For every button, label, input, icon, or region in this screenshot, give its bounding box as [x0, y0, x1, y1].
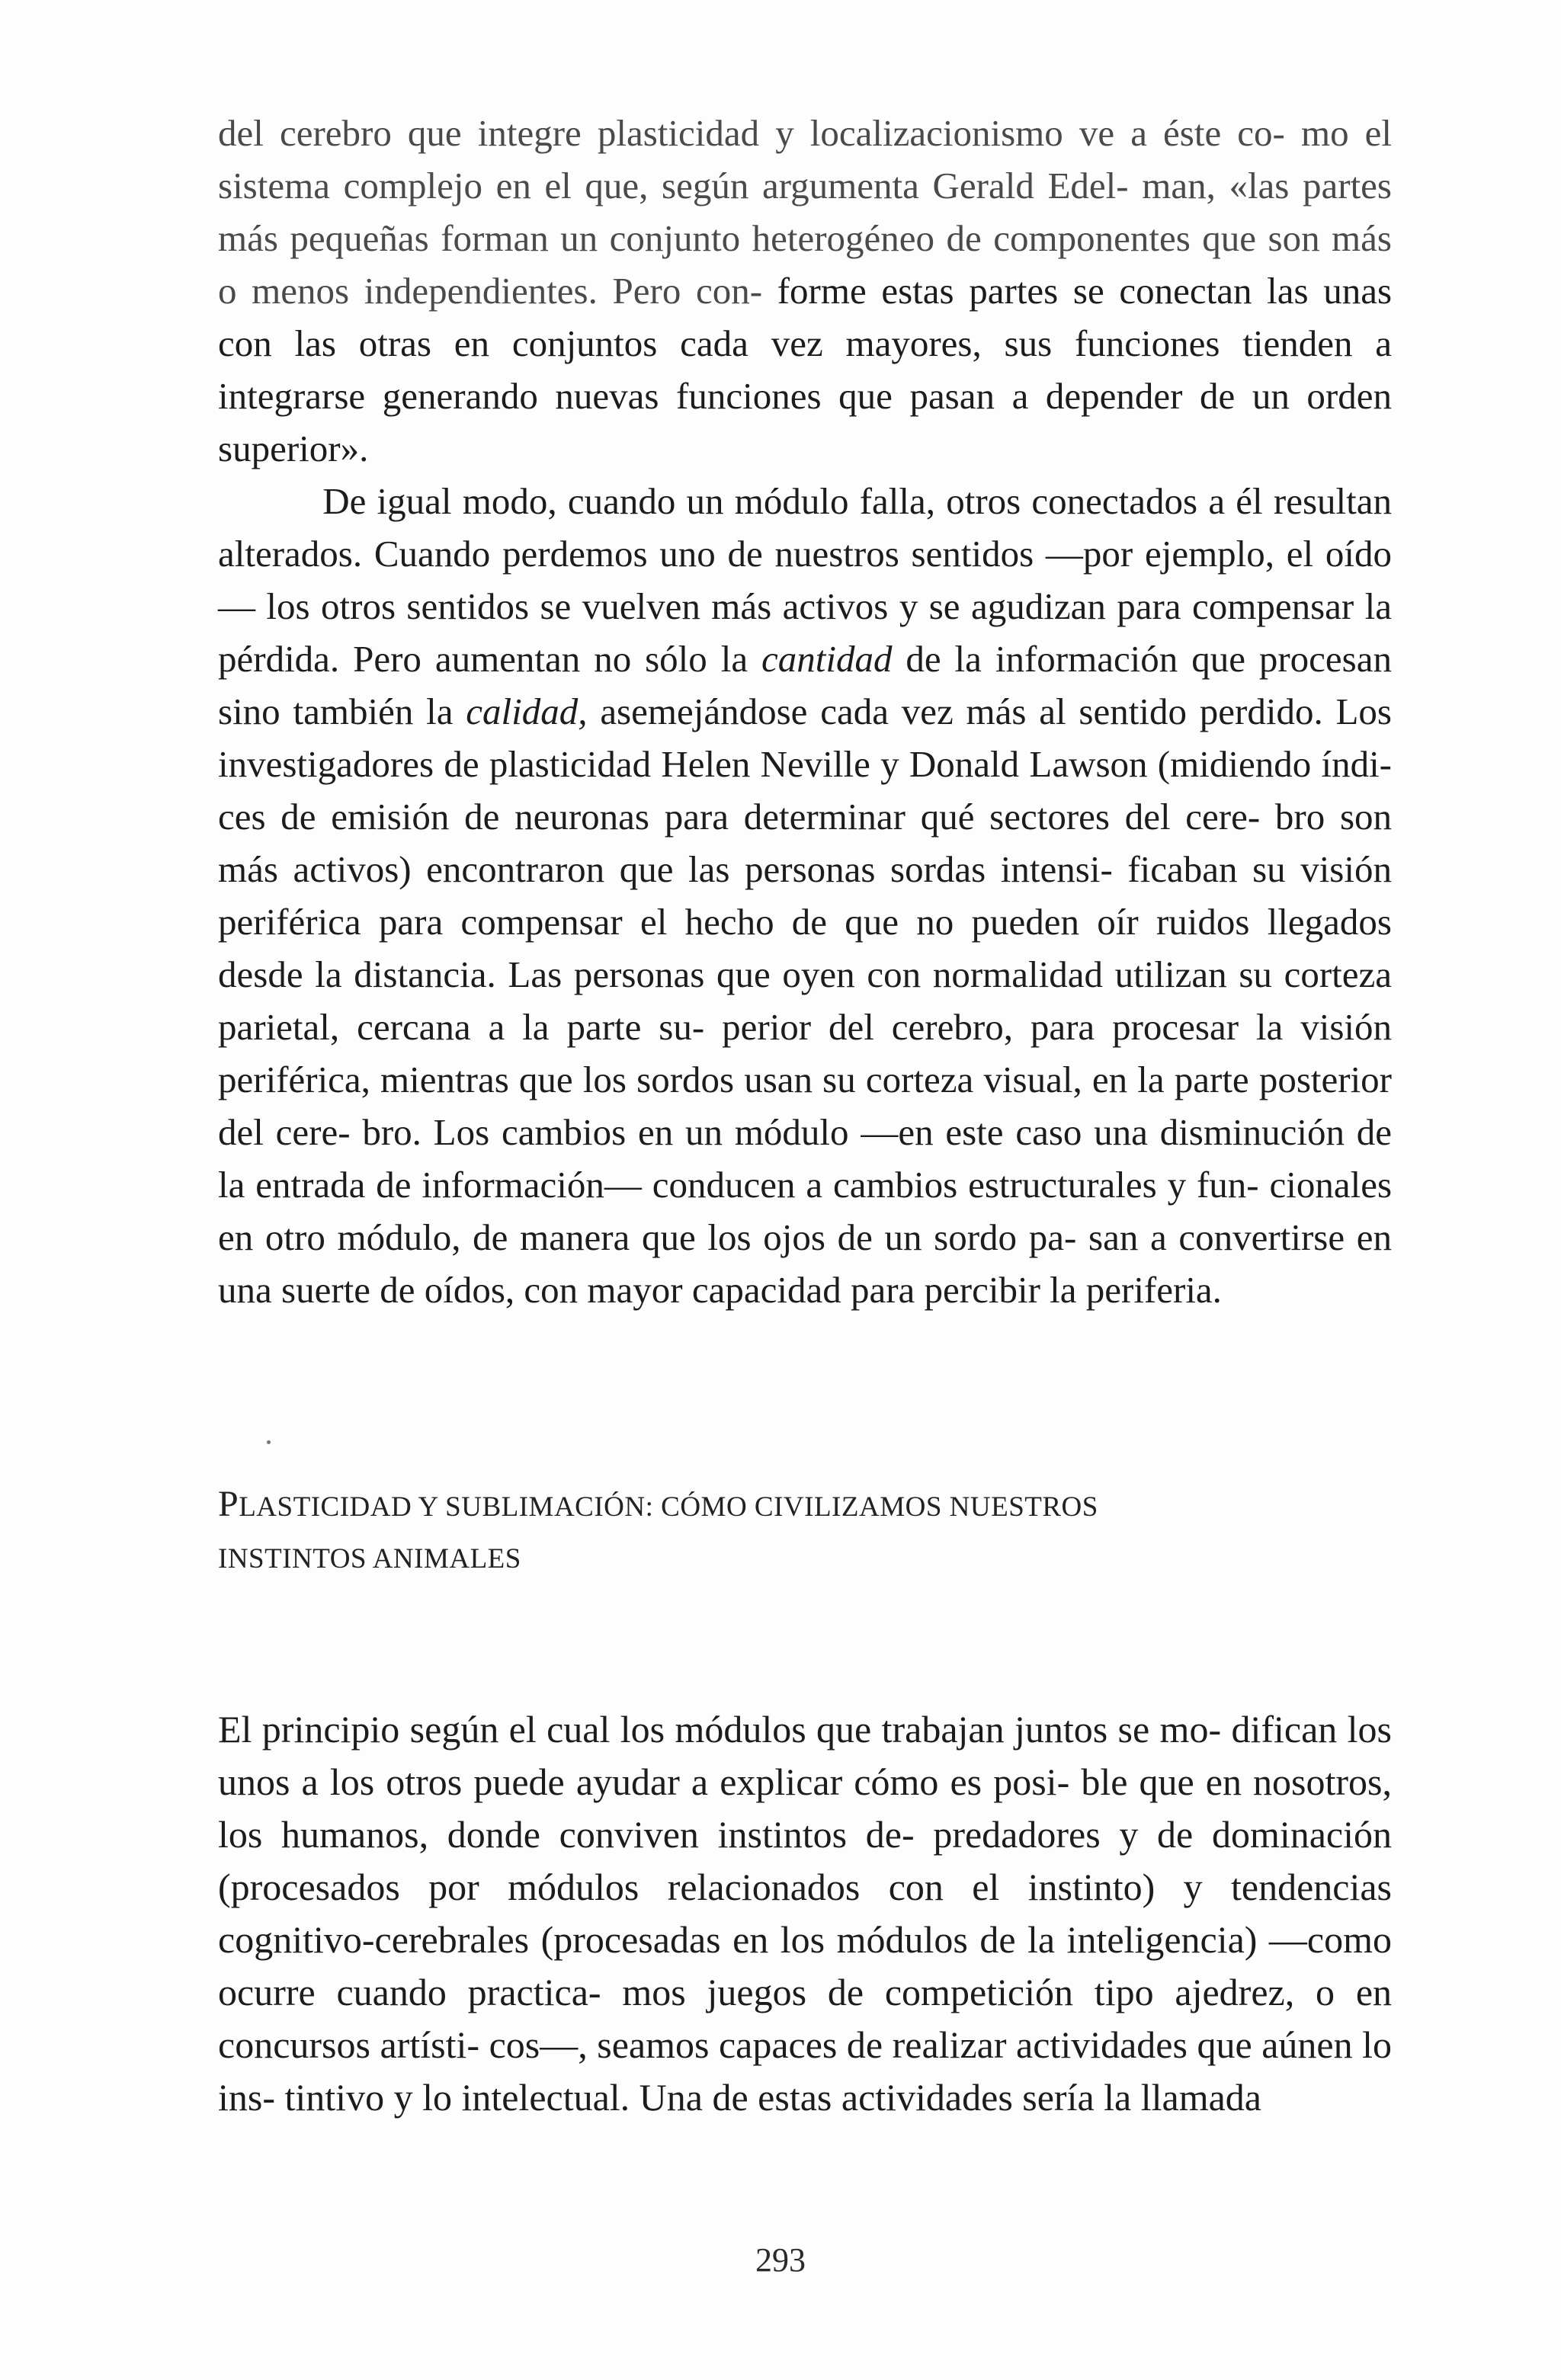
text-line: perior del cerebro, para procesar la visión periférica, mientras que	[218, 1006, 1393, 1100]
page-number: 293	[755, 2241, 806, 2279]
stray-mark	[267, 1440, 271, 1444]
text-line: —por ejemplo, el oído— los otros sentidos se vuelven más activos	[218, 533, 1393, 627]
heading-line-2: INSTINTOS ANIMALES	[218, 1543, 521, 1574]
heading-initial-cap: P	[218, 1484, 239, 1524]
text-line: nuevas funciones que pasan a depender de un orden superior».	[218, 375, 1392, 469]
text-line: pueden oír ruidos llegados desde la distancia. Las personas que oyen	[218, 901, 1392, 995]
text-line: mos juegos de competición tipo ajedrez, o en concursos artísti-	[218, 1971, 1393, 2066]
text-line: predadores y de dominación (procesados por módulos relacionados	[218, 1813, 1393, 1908]
paragraph-1	[218, 107, 1392, 475]
text-line: De igual modo, cuando un módulo falla, otros conectados a él	[322, 480, 1263, 522]
paragraph-2	[218, 475, 1392, 1316]
text-line: y se agudizan para compensar la pérdida. Pero aumentan no sólo	[218, 585, 1393, 680]
text-line: con el instinto) y tendencias cognitivo-cerebrales (procesadas en	[218, 1866, 1393, 1961]
text-line: con normalidad utilizan su corteza parietal, cercana a la parte su-	[218, 953, 1393, 1048]
text-line: la	[720, 638, 761, 680]
text-line: El principio según el cual los módulos que trabajan juntos se mo-	[218, 1708, 1222, 1751]
text-line: bro. Los cambios en un módulo —en este caso una disminución de	[362, 1111, 1392, 1153]
text-line: de la información que procesan sino también la	[218, 638, 1393, 732]
text-line: cos—, seamos capaces de realizar actividades que aúnen lo ins-	[218, 2023, 1393, 2119]
emphasis-calidad: calidad,	[466, 690, 588, 732]
text-line: tintivo y lo intelectual. Una de estas actividades sería la llamada	[284, 2076, 1261, 2119]
text-line: san a convertirse en una suerte de oídos, con mayor capacidad para	[218, 1216, 1393, 1311]
text-line: difican los unos a los otros puede ayudar a explicar cómo es posi-	[218, 1708, 1392, 1803]
body-text-top	[218, 107, 1392, 1316]
emphasis-cantidad: cantidad	[761, 638, 893, 680]
heading-line-1-text: LASTICIDAD Y SUBLIMACIÓN: CÓMO CIVILIZAMOS NUESTROS	[239, 1491, 1098, 1523]
text-line: ble que en nosotros, los humanos, donde conviven instintos de-	[218, 1760, 1392, 1856]
text-line: asemejándose cada vez más al sentido perdido. Los investigadores	[218, 690, 1392, 785]
text-line: man, «las partes más pequeñas forman un conjunto heterogéneo	[218, 165, 1392, 259]
section-heading	[218, 1478, 1392, 1585]
heading-line-1	[218, 1478, 1392, 1533]
text-line: forme estas partes se conectan las unas con las otras en conjuntos	[218, 270, 1393, 364]
text-line: resultan alterados. Cuando perdemos uno de nuestros sentidos	[218, 480, 1392, 575]
text-line: ficaban su visión periférica para compensar el hecho de que no	[218, 848, 1392, 943]
text-line: los sordos usan su corteza visual, en la parte posterior del cere-	[218, 1059, 1392, 1153]
text-line: mo el sistema complejo en el que, según argumenta Gerald Edel-	[218, 112, 1393, 207]
text-line: bro son más activos) encontraron que las personas sordas intensi-	[218, 796, 1393, 890]
body-text-bottom	[218, 1703, 1392, 2124]
text-line: la entrada de información— conducen a cambios estructurales y fun-	[218, 1164, 1259, 1206]
text-line: del cerebro que integre plasticidad y localizacionismo ve a éste co-	[218, 112, 1285, 154]
text-line: de componentes que son más o menos independientes. Pero con-	[218, 217, 1392, 312]
text-line: ces de emisión de neuronas para determinar qué sectores del cere-	[218, 796, 1261, 838]
text-line: cionales en otro módulo, de manera que los ojos de un sordo pa-	[218, 1164, 1393, 1258]
text-line: de plasticidad Helen Neville y Donald Lawson (midiendo índi-	[444, 743, 1392, 785]
text-line: los módulos de la inteligencia) —como ocurre cuando practica-	[218, 1918, 1392, 2013]
paragraph-3	[218, 1703, 1392, 2124]
text-line: percibir la periferia.	[924, 1269, 1222, 1311]
text-line: cada vez mayores, sus funciones tienden a integrarse generando	[218, 322, 1392, 417]
